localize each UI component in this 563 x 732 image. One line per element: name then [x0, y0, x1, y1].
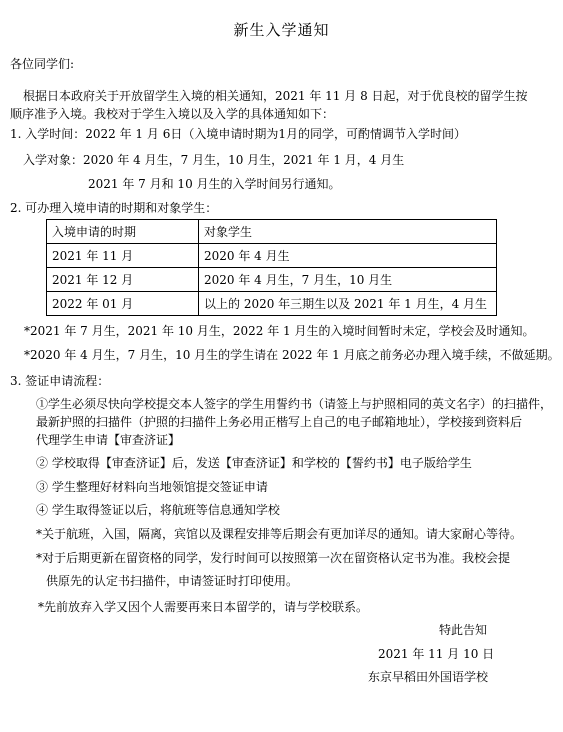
section1-targets: 入学对象：2020 年 4 月生，7 月生，10 月生，2021 年 1 月，4 月生 [23, 153, 405, 167]
section3-heading: 3. 签证申请流程： [10, 374, 110, 388]
section3-note-3: *先前放弃入学又因个人需要再来日本留学的，请与学校联系。 [38, 600, 369, 614]
section2-note-1: *2021 年 7 月生，2021 年 10 月生，2022 年 1 月生的入境时间暂时未定，学校会及时通知。 [24, 324, 535, 338]
table-header-period: 入境申请的时期 [47, 220, 199, 244]
table-cell-students: 2020 年 4 月生，7 月生，10 月生 [199, 268, 497, 292]
step1-line-2: 最新护照的扫描件（护照的扫描件上务必用正楷写上自己的电子邮箱地址），学校接到资料后 [36, 415, 523, 429]
section3-note-2-line-1: *对于后期更新在留资格的同学，发行时间可以按照第一次在留资格认定书为准。我校会提 [36, 551, 511, 565]
school-name: 东京早稻田外国语学校 [368, 670, 489, 684]
table-row [47, 244, 497, 268]
table-cell-period: 2021 年 11 月 [47, 244, 199, 268]
step4: ④ 学生取得签证以后，将航班等信息通知学校 [36, 503, 280, 517]
section3-note-1: *关于航班，入国，隔离，宾馆以及课程安排等后期会有更加详尽的通知。请大家耐心等待。 [36, 527, 523, 541]
table-header-students: 对象学生 [199, 220, 497, 244]
application-period-table [46, 219, 497, 316]
intro-line-1: 根据日本政府关于开放留学生入境的相关通知，2021 年 11 月 8 日起，对于优良校的留学生按 [23, 89, 528, 103]
table-cell-period: 2022 年 01 月 [47, 292, 199, 316]
closing-date: 2021 年 11 月 10 日 [378, 647, 495, 661]
step2: ② 学校取得【审查济证】后，发送【审查济证】和学校的【誓约书】电子版给学生 [36, 456, 472, 470]
section3-note-2-line-2: 供原先的认定书扫描件，申请签证时打印使用。 [46, 574, 299, 588]
table-row [47, 268, 497, 292]
section2-heading: 2. 可办理入境申请的时期和对象学生： [10, 201, 218, 215]
table-cell-students: 以上的 2020 年三期生以及 2021 年 1 月生，4 月生 [199, 292, 497, 316]
section1-note: 2021 年 7 月和 10 月生的入学时间另行通知。 [88, 177, 341, 191]
table-cell-period: 2021 年 12 月 [47, 268, 199, 292]
table-cell-students: 2020 年 4 月生 [199, 244, 497, 268]
step1-line-1: ①学生必须尽快向学校提交本人签字的学生用誓约书（请签上与护照相同的英文名字）的扫描件， [36, 397, 553, 411]
step3: ③ 学生整理好材料向当地领馆提交签证申请 [36, 480, 268, 494]
step1-line-3: 代理学生申请【审查济证】 [36, 433, 181, 447]
section1-heading: 1. 入学时间：2022 年 1 月 6日（入境申请时期为1月的同学，可酌情调节入学时间） [10, 127, 466, 141]
table-header-row [47, 220, 497, 244]
greeting: 各位同学们: [10, 57, 75, 71]
intro-line-2: 顺序准予入境。我校对于学生入境以及入学的具体通知如下： [10, 107, 335, 121]
section2-note-2: *2020 年 4 月生，7 月生，10 月生的学生请在 2022 年 1 月底之前务必办理入境手续，不做延期。 [24, 348, 560, 362]
closing-notice: 特此告知 [439, 623, 488, 637]
document-title: 新生入学通知 [233, 21, 330, 39]
table-row [47, 292, 497, 316]
